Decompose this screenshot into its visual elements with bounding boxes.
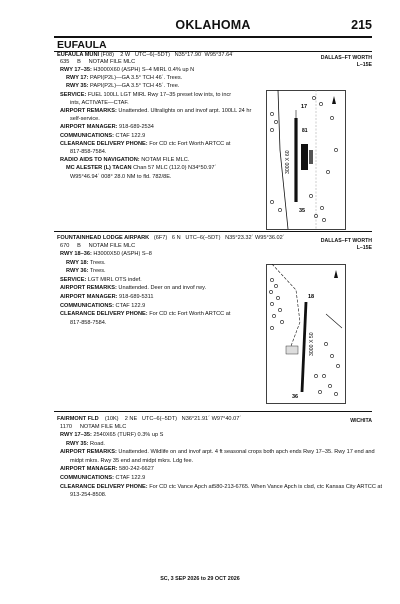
airport-subheader-fountainhead — [60, 243, 135, 250]
detail-line — [60, 303, 145, 310]
detail-value: PAPI(P2L)—GA 3.5° TCH 45´. Tree. — [88, 83, 180, 90]
detail-line — [60, 277, 142, 284]
runway-length-label: 3000 X 60 — [285, 150, 291, 174]
detail-label: AIRPORT REMARKS: — [60, 449, 117, 456]
detail-line — [66, 260, 106, 267]
detail-line — [66, 75, 182, 82]
airport-name: FAIRMONT FLD — [57, 416, 99, 422]
detail-value: PAPI(P2L)—GA 3.5° TCH 46´. Trees. — [88, 75, 183, 82]
airport-subheader-eufaula — [60, 59, 135, 66]
detail-label: RWY 18: — [66, 259, 89, 266]
city-heading: EUFAULA — [57, 39, 107, 51]
chart-id: L–15E — [356, 62, 372, 68]
detail-value: Unattended. Ultralights on and invof arpt. 100LL 24 hr — [116, 108, 252, 114]
runway-end-south: 36 — [292, 394, 299, 400]
detail-label: COMMUNICATIONS: — [60, 132, 114, 139]
detail-label: RWY 18–36: — [60, 251, 92, 257]
detail-line — [70, 116, 100, 123]
detail-value: Trees. — [88, 268, 106, 275]
airport-subheader-fairmont — [60, 424, 126, 431]
airport-separator-2 — [54, 411, 372, 412]
detail-label: RADIO AIDS TO NAVIGATION: — [60, 157, 140, 164]
detail-value: 580-242-6627 — [117, 466, 154, 473]
detail-value: Unattended. Wildlife on and invof arpt. 4 ft seasonal crops both apch ends Rwy 17–35. Rwy 17 end and — [116, 449, 375, 456]
detail-value: H3000X60 (ASPH) S–4 MIRL 0.4% up N — [91, 67, 195, 73]
airport-distance: 2 NE — [124, 416, 138, 422]
detail-line — [60, 251, 152, 258]
detail-value: 2540X65 (TURF) 0.3% up S — [91, 432, 164, 438]
airport-utc: UTC–6(–5DT) — [134, 52, 170, 58]
detail-value: FUEL 100LL LGT MIRL Rwy 17–35 preset low ints, to incr — [86, 91, 232, 98]
airport-name: EUFAULA MUNI — [57, 52, 100, 58]
runway-end-south: 35 — [299, 208, 306, 214]
detail-line — [60, 92, 231, 99]
airport-elev: 670 — [60, 243, 70, 249]
airport-fuel-type: B — [77, 243, 81, 249]
detail-label: MC ALESTER (L) TACAN — [66, 165, 132, 172]
detail-value: self-service. — [70, 116, 100, 123]
airport-utc: UTC–6(–5DT) — [141, 416, 177, 422]
detail-line — [60, 285, 206, 292]
runway-end-north: 18 — [308, 294, 315, 300]
airport-elev: 1170 — [60, 424, 73, 430]
state-title: OKLAHOMA — [175, 18, 251, 32]
detail-label: AIRPORT MANAGER: — [60, 466, 118, 473]
page-number: 215 — [351, 18, 372, 32]
detail-value: For CD ctc Fort Worth ARTCC at — [147, 311, 231, 318]
airport-notam: NOTAM FILE MLC — [88, 243, 136, 249]
runway-end-north: 17 — [301, 104, 308, 110]
airport-ident: (F08) — [100, 52, 114, 58]
detail-label: AIRPORT REMARKS: — [60, 108, 117, 114]
runway-length-label: 3000 X 50 — [309, 332, 315, 356]
detail-line — [70, 100, 129, 107]
detail-value: For CD ctc Vance Apch at580-213-6765. When Vance Apch is clsd, ctc Kansas City ARTCC at — [147, 483, 383, 490]
detail-label: AIRPORT REMARKS: — [60, 285, 117, 292]
chart-ref-fountainhead — [321, 238, 372, 252]
sectional-name: DALLAS–FT WORTH — [320, 238, 372, 244]
airport-elev: 635 — [60, 59, 70, 65]
detail-value: Chan 57 MLC (112.0) N34°50.97´ — [131, 165, 217, 172]
detail-line — [70, 320, 106, 327]
airport-utc: UTC–6(–5DT) — [185, 235, 221, 241]
airport-name: FOUNTAINHEAD LODGE AIRPARK — [57, 235, 150, 241]
detail-line — [70, 458, 193, 465]
page-footer: SC, 3 SEP 2026 to 29 OCT 2026 — [160, 576, 240, 582]
detail-line — [70, 149, 106, 156]
detail-value: 817-858-7584. — [70, 319, 107, 326]
chart-ref-fairmont — [350, 418, 372, 425]
detail-value: Trees. — [88, 259, 106, 266]
airport-ident: (10K) — [104, 416, 119, 422]
detail-label: RWY 35: — [66, 440, 89, 447]
detail-label: AIRPORT MANAGER: — [60, 294, 118, 300]
detail-value: 918-689-2534 — [117, 124, 154, 131]
airport-separator-1 — [54, 231, 372, 232]
detail-line — [60, 141, 230, 148]
detail-value: 913-254-8508. — [70, 492, 107, 499]
detail-value: CTAF 122.9 — [113, 475, 146, 481]
detail-label: COMMUNICATIONS: — [60, 475, 114, 481]
detail-label: SERVICE: — [60, 91, 87, 98]
detail-line — [66, 268, 106, 275]
detail-label: RWY 17: — [66, 75, 89, 82]
detail-line — [60, 311, 230, 318]
detail-line — [60, 475, 145, 482]
airport-distance: 6 N — [171, 235, 181, 241]
airport-ident: (6F7) — [153, 235, 168, 241]
detail-label: COMMUNICATIONS: — [60, 302, 114, 309]
airport-diagram-fountainhead — [266, 264, 346, 404]
detail-value: CTAF 122.9 — [113, 132, 146, 139]
airport-header-fairmont — [57, 416, 241, 423]
detail-value: Unattended. Deer on and invof rwy. — [116, 285, 207, 292]
header-rule — [54, 36, 372, 38]
detail-line — [60, 108, 251, 115]
detail-value: 817-858-7584. — [70, 149, 107, 155]
airport-fuel-type: B — [77, 59, 81, 65]
detail-label: CLEARANCE DELIVERY PHONE: — [60, 140, 148, 147]
detail-value: LGT MIRL OTS indef. — [86, 276, 142, 283]
detail-value: CTAF 122.9 — [113, 302, 146, 309]
detail-line — [60, 157, 189, 164]
detail-label: RWY 36: — [66, 268, 89, 275]
detail-value: W95°46.94´ 008° 28.0 NM to fld. 782/8E. — [70, 173, 172, 180]
detail-line — [60, 432, 163, 439]
sectional-name: WICHITA — [350, 418, 372, 424]
detail-label: SERVICE: — [60, 276, 87, 283]
detail-value: NOTAM FILE MLC. — [139, 157, 190, 164]
detail-line — [60, 449, 375, 456]
page-header — [54, 18, 372, 34]
detail-line — [66, 165, 216, 172]
detail-label: RWY 35: — [66, 83, 89, 90]
detail-value: H3000X50 (ASPH) S–8 — [91, 251, 152, 257]
detail-label: RWY 17–35: — [60, 432, 92, 438]
airport-coords: N35°23.32´ W95°36.02´ — [225, 235, 285, 241]
detail-label: CLEARANCE DELIVERY PHONE: — [60, 483, 148, 490]
chart-id: L–15E — [356, 245, 372, 251]
tpa-label: 81 — [302, 128, 308, 134]
airport-header-fountainhead — [57, 235, 285, 242]
detail-value: midpt mkrs. Rwy 35 end and midpt mkrs. Ldg fee. — [70, 457, 194, 464]
airport-notam: NOTAM FILE MLC — [88, 59, 136, 65]
detail-line — [70, 492, 106, 499]
detail-line — [60, 67, 194, 74]
detail-line — [60, 133, 145, 140]
detail-label: RWY 17–35: — [60, 67, 92, 73]
detail-line — [60, 124, 154, 131]
detail-line — [66, 441, 105, 448]
chart-ref-eufaula — [321, 55, 372, 69]
detail-value: For CD ctc Fort Worth ARTCC at — [147, 140, 231, 147]
airport-diagram-eufaula — [266, 90, 346, 230]
detail-value: 918-689-5311 — [117, 294, 154, 300]
detail-line — [60, 466, 154, 473]
detail-line — [60, 484, 382, 491]
detail-line — [70, 174, 172, 181]
detail-value: Road. — [88, 440, 105, 447]
airport-notam: NOTAM FILE MLC — [79, 424, 127, 430]
detail-line — [60, 294, 153, 301]
detail-label: AIRPORT MANAGER: — [60, 124, 118, 131]
detail-label: CLEARANCE DELIVERY PHONE: — [60, 311, 148, 318]
airport-coords: N36°21.91´ W97°40.07´ — [181, 416, 242, 422]
airport-distance: 2 W — [120, 52, 131, 58]
detail-value: ints, ACTIVATE—CTAF. — [70, 99, 129, 106]
airport-coords: N35°17.90´ W95°37.64´ — [174, 52, 235, 58]
detail-line — [66, 83, 179, 90]
sectional-name: DALLAS–FT WORTH — [320, 55, 372, 61]
